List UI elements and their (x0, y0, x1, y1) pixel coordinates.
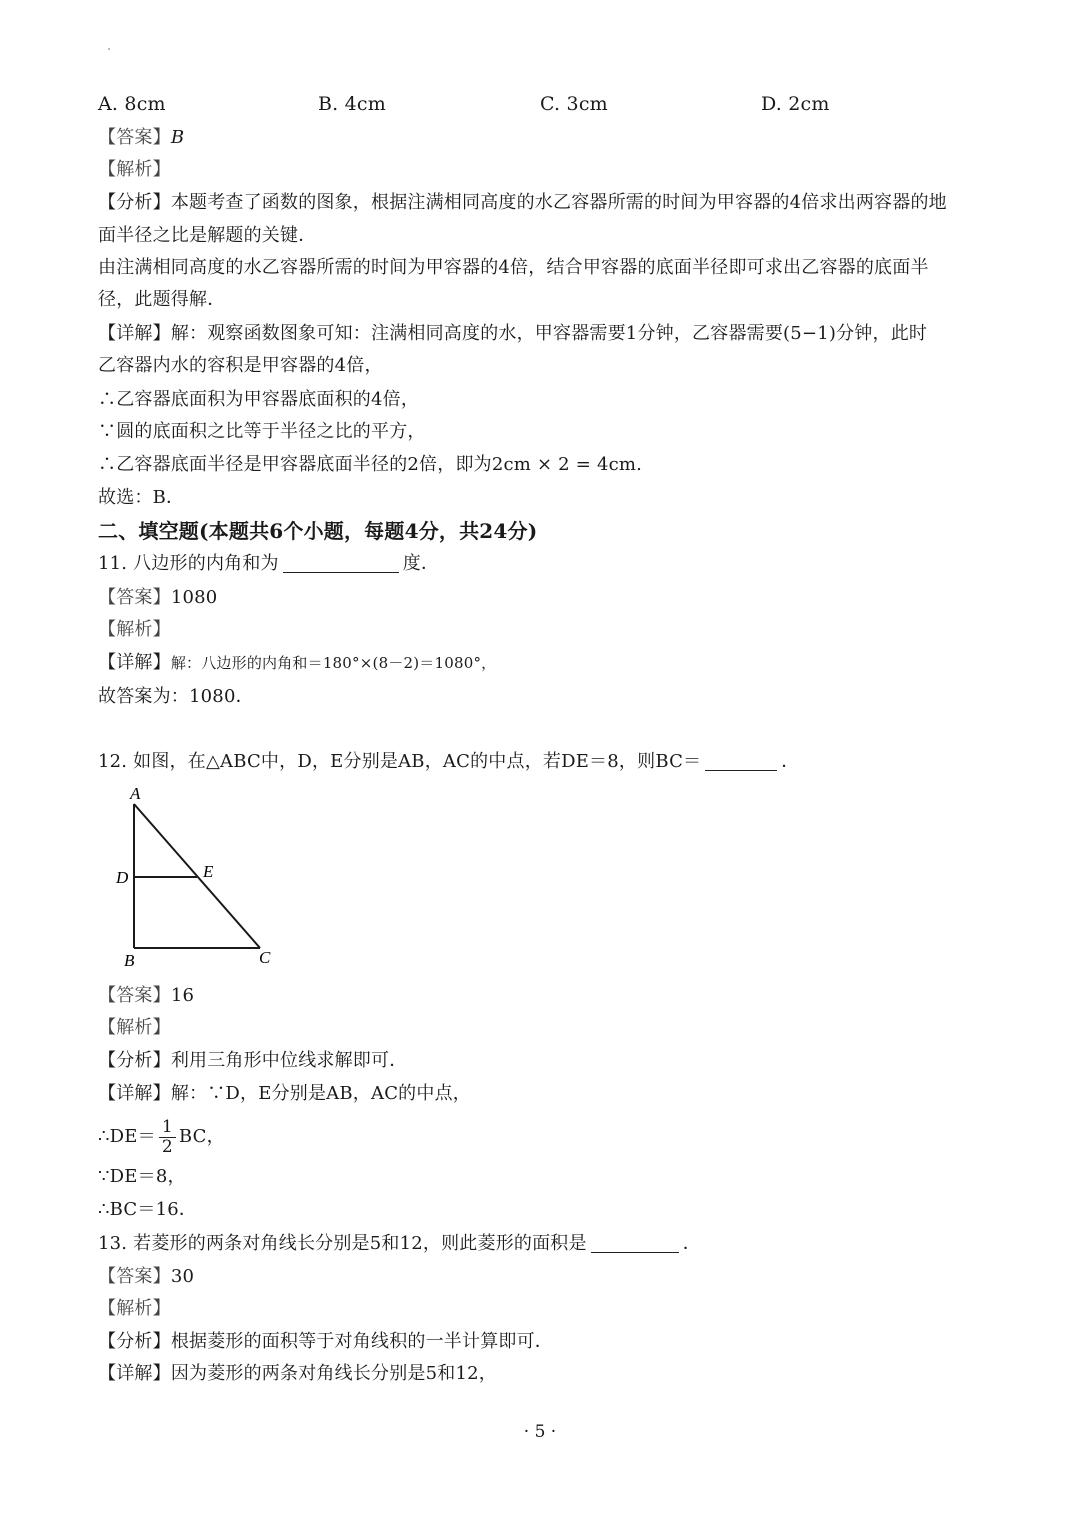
q12-step3: ∴BC＝16． (98, 1199, 198, 1220)
q10-detail-2: 乙容器内水的容积是甲容器的4倍， (98, 355, 383, 376)
q10-detail-5 (98, 451, 642, 479)
xiangjie-tag: 【详解】 (98, 323, 171, 344)
q13-detail (98, 1360, 497, 1388)
q13-stem-a: 13. 若菱形的两条对角线长分别是5和12，则此菱形的面积是 (98, 1233, 587, 1254)
q12-fenxi (98, 1047, 407, 1075)
jiexi-tag: 【解析】 (98, 159, 171, 180)
fraction-denominator: 2 (161, 1136, 173, 1157)
q12-stem-end: ． (781, 751, 800, 772)
detail-5-formula: 2cm × 2 = 4cm. (491, 454, 643, 475)
fenxi-text: 本题考查了函数的图象，根据注满相同高度的水乙容器所需的时间为甲容器的4倍求出两容器的地 (170, 192, 947, 213)
q13-stem (98, 1230, 701, 1258)
answer-value: B (170, 127, 185, 148)
q12-stem (98, 748, 799, 776)
answer-blank (705, 750, 777, 771)
jiexi-tag: 【解析】 (98, 1017, 171, 1038)
fenxi-tag: 【分析】 (98, 1331, 171, 1352)
answer-blank (283, 552, 399, 573)
q10-fenxi-2: 面半径之比是解题的关键． (98, 225, 317, 246)
detail-5-text: ∴乙容器底面半径是甲容器底面半径的2倍，即为 (98, 454, 492, 475)
jiexi-tag: 【解析】 (98, 1298, 171, 1319)
fenxi-tag: 【分析】 (98, 1050, 171, 1071)
q10-choose: 故选：B． (98, 487, 185, 508)
q10-line-3: 由注满相同高度的水乙容器所需的时间为甲容器的4倍，结合甲容器的底面半径即可求出乙容器的底面半 (98, 257, 929, 278)
xiangjie-tag: 【详解】 (98, 652, 171, 673)
answer-value: 30 (170, 1266, 195, 1287)
triangle-figure (110, 782, 300, 972)
answer-tag: 【答案】 (98, 985, 171, 1006)
q10-jiexi (98, 156, 171, 184)
answer-value: 1080 (170, 587, 218, 608)
jiexi-tag: 【解析】 (98, 619, 171, 640)
q10-detail-4: ∵圆的底面积之比等于半径之比的平方， (98, 421, 426, 442)
q12-step1 (98, 1114, 225, 1160)
option-a: A. 8cm (98, 93, 166, 115)
option-d: D. 2cm (761, 93, 830, 115)
answer-blank (591, 1232, 679, 1253)
detail-text: 解：观察函数图象可知：注满相同高度的水，甲容器需要1分钟，乙容器需要(5−1)分钟，此时 (170, 323, 928, 344)
q13-fenxi (98, 1328, 553, 1356)
q13-jiexi (98, 1295, 171, 1323)
label-d: D (116, 868, 129, 887)
q13-stem-b: ． (682, 1233, 701, 1254)
q12-detail (98, 1080, 471, 1108)
q12-stem-text: 12. 如图，在△ABC中，D，E分别是AB，AC的中点，若DE＝8，则BC＝ (98, 751, 702, 772)
q12-step2: ∵DE＝8， (98, 1166, 186, 1187)
q11-conclude: 故答案为：1080． (98, 686, 254, 707)
detail-text: 因为菱形的两条对角线长分别是5和12， (170, 1363, 497, 1384)
answer-tag: 【答案】 (98, 587, 171, 608)
q10-line-4: 径，此题得解． (98, 289, 226, 310)
step1-a: ∴DE＝ (98, 1126, 156, 1147)
answer-tag: 【答案】 (98, 1266, 171, 1287)
q13-answer (98, 1263, 194, 1291)
fenxi-tag: 【分析】 (98, 192, 171, 213)
page-number: · 5 · (523, 1422, 557, 1442)
xiangjie-tag: 【详解】 (98, 1083, 171, 1104)
label-c: C (259, 948, 271, 967)
option-c: C. 3cm (540, 93, 608, 115)
detail-text: 解：八边形的内角和＝180°×(8－2)＝1080°， (170, 654, 497, 672)
label-a: A (130, 784, 141, 803)
section-title: 二、填空题(本题共6个小题，每题4分，共24分) (98, 519, 538, 543)
detail-text: 解：∵D，E分别是AB，AC的中点， (170, 1083, 471, 1104)
q12-answer (98, 982, 194, 1010)
label-b: B (124, 951, 135, 970)
q11-answer (98, 584, 217, 612)
q10-options (98, 90, 998, 118)
q12-jiexi (98, 1014, 171, 1042)
q11-jiexi (98, 616, 171, 644)
fenxi-text: 利用三角形中位线求解即可． (170, 1050, 408, 1071)
q11-stem-a: 11. 八边形的内角和为 (98, 553, 279, 574)
label-e: E (203, 862, 214, 881)
q10-answer (98, 124, 184, 152)
fenxi-text: 根据菱形的面积等于对角线积的一半计算即可． (170, 1331, 554, 1352)
q11-stem (98, 550, 439, 578)
q10-detail-1 (98, 320, 927, 348)
q11-stem-b: 度． (402, 553, 440, 574)
answer-value: 16 (170, 985, 195, 1006)
xiangjie-tag: 【详解】 (98, 1363, 171, 1384)
fraction-numerator: 1 (159, 1118, 176, 1138)
q11-detail (98, 649, 496, 677)
scan-speck (108, 48, 110, 50)
option-b: B. 4cm (318, 93, 386, 115)
q10-fenxi-1 (98, 189, 947, 217)
q10-detail-3: ∴乙容器底面积为甲容器底面积的4倍， (98, 389, 420, 410)
answer-tag: 【答案】 (98, 127, 171, 148)
step1-b: BC， (178, 1126, 225, 1147)
fraction-half (159, 1118, 176, 1157)
